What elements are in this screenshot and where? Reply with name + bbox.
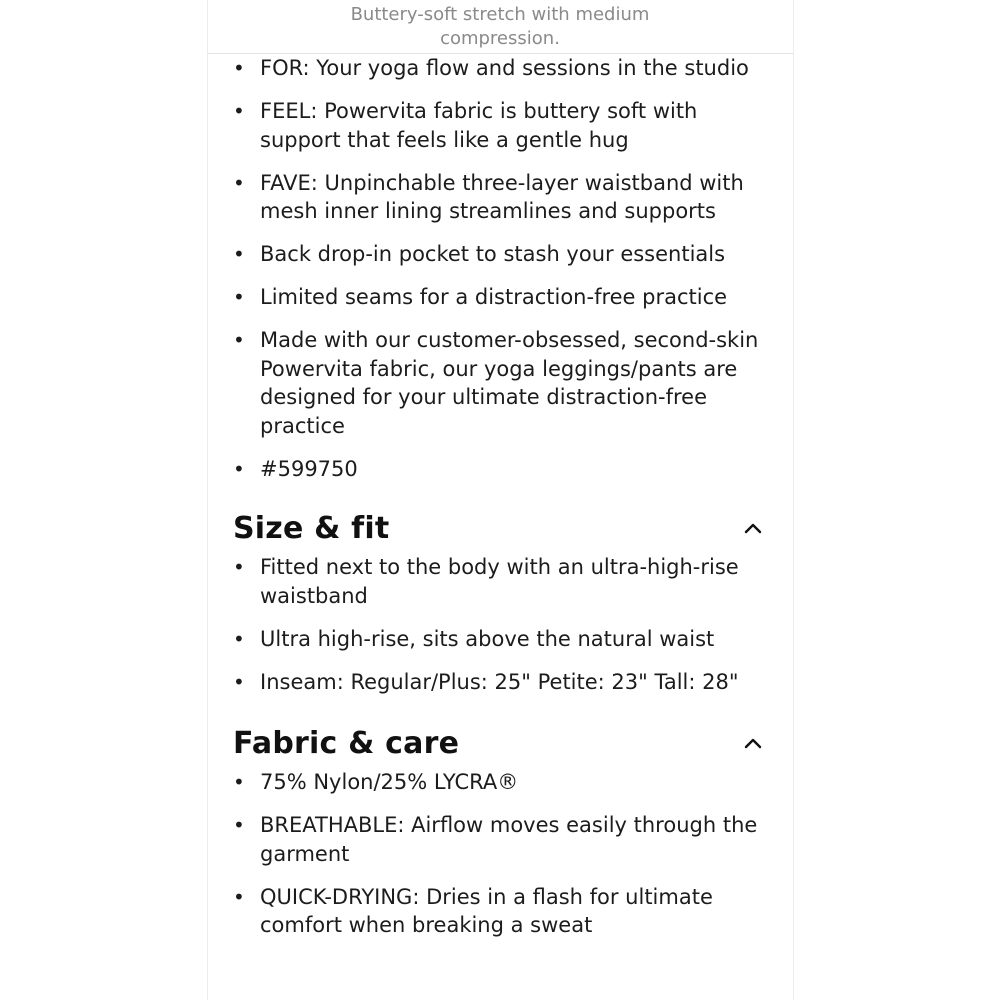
size-fit-list <box>233 553 773 696</box>
fabric-care-title: Fabric & care <box>233 725 460 761</box>
chevron-up-icon[interactable] <box>738 728 768 758</box>
size-fit-item: • Ultra high-rise, sits above the natural waist <box>233 625 773 654</box>
panel-right-edge <box>793 0 794 1000</box>
fabric-care-header[interactable] <box>233 718 773 768</box>
description-item: • FEEL: Powervita fabric is buttery soft with support that feels like a gentle hug <box>233 97 773 154</box>
fabric-care-item: • BREATHABLE: Airflow moves easily through the garment <box>233 811 773 868</box>
product-subtitle: Buttery-soft stretch with medium compression. <box>350 4 650 49</box>
product-details-panel <box>207 0 793 1000</box>
size-fit-item: • Inseam: Regular/Plus: 25" Petite: 23" Tall: 28" <box>233 668 773 697</box>
description-item: • Limited seams for a distraction-free practice <box>233 283 773 312</box>
fabric-care-list <box>233 768 773 940</box>
chevron-up-icon[interactable] <box>738 513 768 543</box>
fabric-care-item: • 75% Nylon/25% LYCRA® <box>233 768 773 797</box>
size-fit-header[interactable] <box>233 503 773 553</box>
style-number: • #599750 <box>233 455 773 484</box>
description-list <box>233 54 773 483</box>
fabric-care-item: • QUICK-DRYING: Dries in a flash for ultimate comfort when breaking a sweat <box>233 883 773 940</box>
description-item: • FOR: Your yoga flow and sessions in the studio <box>233 54 773 83</box>
size-fit-title: Size & fit <box>233 510 390 546</box>
details-content <box>207 54 793 940</box>
description-item: • Made with our customer-obsessed, second-skin Powervita fabric, our yoga leggings/pants are designed for your ultimate distraction-free practice <box>233 326 773 440</box>
description-item: • FAVE: Unpinchable three-layer waistband with mesh inner lining streamlines and supports <box>233 169 773 226</box>
size-fit-item: • Fitted next to the body with an ultra-high-rise waistband <box>233 553 773 610</box>
description-item: • Back drop-in pocket to stash your essentials <box>233 240 773 269</box>
